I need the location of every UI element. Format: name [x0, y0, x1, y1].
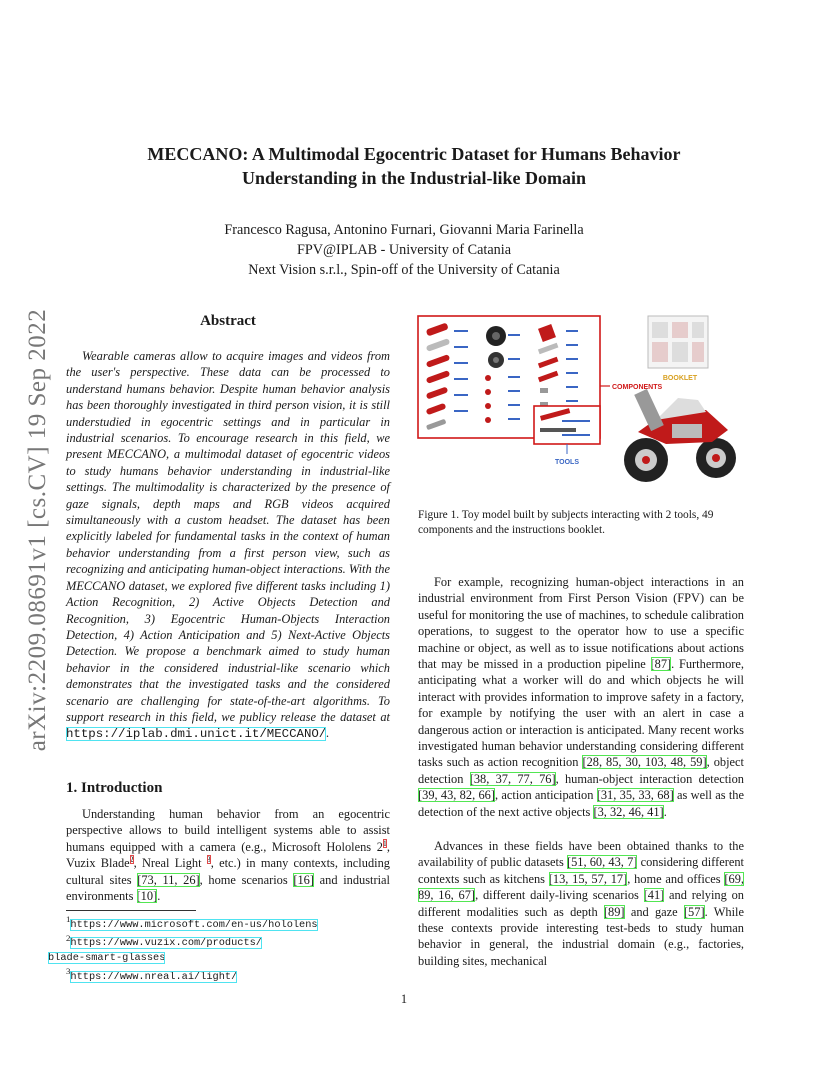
section-heading-introduction: 1. Introduction	[66, 780, 163, 796]
vuzix-link-cont[interactable]: blade-smart-glasses	[48, 951, 166, 964]
booklet-image	[648, 316, 708, 368]
citation[interactable]: [51, 60, 43, 7]	[566, 855, 638, 870]
abstract-text: Wearable cameras allow to acquire images and videos from the user's perspective. These data can be processed to understand humans behavior. Despite human behavior analysis has been thoroughly investigated in third person vision, it is still understudied in egocentric settings and in particular in industrial scenarios. To encourage research in this field, we present MECCANO, a multimodal dataset of egocentric videos to study humans behavior understanding in industrial-like settings. The multimodality is characterized by the presence of gaze signals, depth maps and RGB videos acquired simultaneously with a custom headset. The dataset has been explicitly labeled for fundamental tasks in the context of human behavior understanding from a first person view, such as recognizing and anticipating human-object interactions. With the MECCANO dataset, we explored five different tasks including 1) Action Recognition, 2) Active Objects Detection and Recognition, 3) Egocentric Human-Objects Interaction Detection, 4) Action Anticipation and 5) Next-Active Objects Detection. We propose a benchmark aimed to study human behavior in the considered industrial-like scenario which demonstrates that the investigated tasks and the considered scenario are challenging for state-of-the-art algorithms. To support research in this field, we publicy release the dataset at	[66, 349, 390, 724]
citation[interactable]: [73, 11, 26]	[137, 872, 200, 887]
abstract-heading: Abstract	[200, 313, 256, 329]
body-text: considering different contexts such as kitchens	[418, 855, 744, 886]
figure-1-image	[416, 312, 746, 498]
intro-text: , Nreal Light	[133, 856, 207, 871]
citation[interactable]: [89]	[603, 904, 625, 919]
abstract-body	[66, 348, 390, 743]
toy-motorbike	[624, 389, 736, 482]
body-text: Advances in these fields have been obtained thanks to the availability of public datasets	[418, 839, 744, 870]
booklet-label: BOOKLET	[662, 375, 698, 382]
body-text: . Furthermore, anticipating what a worker will do and which objects he will interact with provides information to improve safety in a factory, for example by notifying the user with an alert in case a dangerous action or interaction is anticipated. Many recent works investigated human behavior understanding considering different tasks such as action recognition	[418, 657, 745, 770]
title-line-2: Understanding in the Industrial-like Domain	[241, 168, 587, 188]
footnote-number: 3	[66, 966, 71, 977]
hololens-link[interactable]: https://www.microsoft.com/en-us/hololens	[70, 918, 318, 931]
intro-text: , home scenarios	[199, 872, 294, 887]
footnote-1	[66, 913, 396, 932]
right-paragraph-1	[418, 574, 744, 820]
footnote-mark-1[interactable]: 1	[382, 838, 387, 848]
body-text: , home and offices	[627, 871, 725, 886]
citation[interactable]: [87]	[650, 657, 672, 672]
citation[interactable]: [31, 35, 33, 68]	[596, 788, 674, 803]
vuzix-link[interactable]: https://www.vuzix.com/products/	[70, 937, 262, 950]
citation[interactable]: [28, 85, 30, 103, 48, 59]	[582, 755, 707, 770]
body-text: For example, recognizing human-object interactions in an industrial environment from First Person Vision (FPV) can be useful for monitoring the use of machines, to schedule calibration operations, to suggest to the operator how to use a specific machine or object, as well as to issue notifications about actions that may be missed in a production pipeline	[418, 575, 744, 672]
footnote-rule	[66, 910, 196, 911]
footnote-2-cont	[48, 951, 396, 965]
intro-paragraph	[66, 806, 390, 904]
citation[interactable]: [39, 43, 82, 66]	[418, 788, 495, 803]
footnote-mark-3[interactable]: 3	[206, 855, 211, 865]
body-text: as well as the detection of the next active objects	[418, 788, 744, 819]
intro-text: .	[157, 889, 161, 904]
intro-text: and industrial environments	[66, 872, 390, 904]
tools-label: TOOLS	[555, 459, 579, 466]
citation[interactable]: [38, 37, 77, 76]	[469, 771, 556, 786]
paper-title	[60, 142, 768, 190]
footnote-mark-2[interactable]: 2	[129, 855, 134, 865]
intro-text: Understanding human behavior from an egocentric perspective allows to build intelligent systems able to assist humans equipped with a camera (e.g., Microsoft Hololens 2	[66, 807, 390, 854]
body-text: , object detection	[418, 755, 744, 786]
citation[interactable]: [57]	[683, 904, 705, 919]
figure-1-caption: Figure 1. Toy model built by subjects interacting with 2 tools, 49 components and the instructions booklet.	[418, 509, 714, 536]
body-text: and gaze	[624, 904, 684, 919]
intro-text: , etc.) in many contexts, including cultural sites	[66, 856, 390, 887]
intro-text: , Vuzix Blade	[66, 839, 390, 871]
dataset-link[interactable]: https://iplab.dmi.unict.it/MECCANO/	[66, 727, 327, 742]
body-text: . While these contexts provide interesting test-beds to study human behavior in general, the industrial domain (e.g., factories, building sites, mechanical	[418, 904, 744, 968]
arxiv-stamp	[18, 300, 58, 760]
body-text: , different daily-living scenarios	[475, 888, 644, 903]
author-block	[100, 220, 708, 280]
nreal-link[interactable]: https://www.nreal.ai/light/	[70, 970, 238, 983]
citation[interactable]: [3, 32, 46, 41]	[593, 804, 664, 819]
citation[interactable]: [13, 15, 57, 17]	[548, 871, 628, 886]
body-text: , action anticipation	[494, 788, 597, 803]
citation[interactable]: [69, 89, 16, 67]	[418, 871, 744, 903]
footnote-3	[66, 965, 396, 984]
footnote-number: 2	[66, 932, 71, 943]
footnote-number: 1	[66, 914, 71, 924]
page-number: 1	[400, 992, 408, 1006]
footnotes	[48, 913, 396, 984]
body-text: , human-object interaction detection	[555, 771, 744, 786]
components-label: COMPONENTS	[612, 384, 663, 391]
affiliation-2: Next Vision s.r.l., Spin-off of the University of Catania	[248, 262, 560, 278]
footnote-2	[66, 932, 396, 951]
affiliation-1: FPV@IPLAB - University of Catania	[296, 242, 512, 258]
citation[interactable]: [16]	[293, 872, 314, 887]
body-text: and relying on different modalities such as depth	[418, 888, 744, 919]
citation[interactable]: [10]	[136, 889, 158, 904]
arxiv-stamp-text: arXiv:2209.08691v1 [cs.CV] 19 Sep 2022	[24, 308, 51, 752]
abstract-end: .	[326, 726, 330, 741]
author-names: Francesco Ragusa, Antonino Furnari, Giovanni Maria Farinella	[224, 222, 584, 238]
right-paragraph-2	[418, 838, 744, 969]
citation[interactable]: [41]	[643, 888, 665, 903]
body-text: .	[663, 804, 667, 819]
title-line-1: MECCANO: A Multimodal Egocentric Dataset for Humans Behavior	[147, 144, 681, 164]
